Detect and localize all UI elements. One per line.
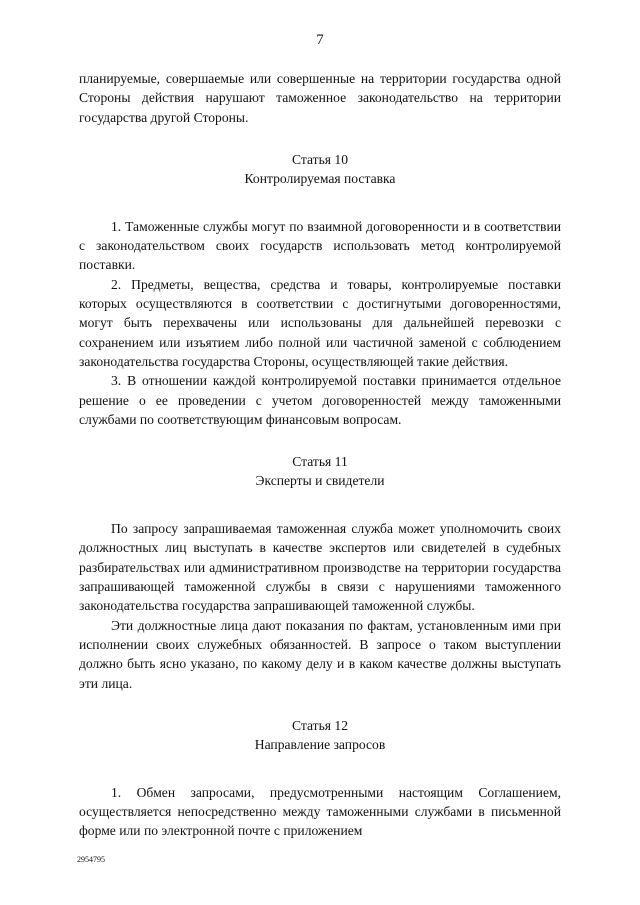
intro-paragraph: планируемые, совершаемые или совершенные на территории государства одной Стороны действия нарушают таможенное законодательство на территории государства другой Стороны.	[79, 71, 561, 125]
article-10-paragraph-1: 1. Таможенные службы могут по взаимной договоренности и в соответствии с законодательством своих государств использовать метод контролируемой поставки.	[79, 218, 561, 273]
article-11-paragraph-2: Эти должностные лица дают показания по фактам, установленным ими при исполнении своих служебных обязанностей. В запросе о таком выступлении должно быть ясно указано, по какому делу и в каком качестве должны выступать эти лица.	[79, 617, 561, 691]
article-12-title: Направление запросов	[254, 736, 386, 752]
article-12-number: Статья 12	[291, 717, 349, 733]
article-10-title: Контролируемая поставка	[244, 170, 396, 186]
article-10-paragraph-2: 2. Предметы, вещества, средства и товары, контролируемые поставки которых осуществляются в соответствии с достигнутыми договоренностями, могут быть перехвачены или использованы для дальнейшей перевозки с сохранением или изъятием либо полной или частичной заменой с соблюдением законодательства государства Стороны, осуществляющей такие действия.	[79, 276, 561, 369]
article-11-paragraph-1: По запросу запрашиваемая таможенная служба может уполномочить своих должностных лиц выступать в качестве экспертов или свидетелей в судебных разбирательствах или административном производстве на территории государства запрашивающей таможенной службы в связи с нарушениями таможенного законодательства государства запрашивающей таможенной службы.	[79, 521, 561, 614]
article-10-paragraph-3: 3. В отношении каждой контролируемой поставки принимается отдельное решение о ее проведении с учетом договоренностей между таможенными службами по соответствующим финансовым вопросам.	[79, 373, 561, 427]
page-number: 7	[316, 32, 324, 48]
article-11-number: Статья 11	[292, 454, 348, 470]
article-10-number: Статья 10	[291, 151, 349, 167]
article-12-heading	[79, 716, 561, 754]
document-id-footer: 2954795	[77, 855, 105, 864]
article-12-paragraph-1: 1. Обмен запросами, предусмотренными настоящим Соглашением, осуществляется непосредственно между таможенными службами в письменной форме или по электронной почте с приложением	[79, 784, 561, 839]
article-11-heading	[79, 452, 561, 490]
article-10-heading	[79, 150, 561, 188]
article-11-title: Эксперты и свидетели	[255, 473, 385, 489]
document-body	[79, 69, 561, 841]
